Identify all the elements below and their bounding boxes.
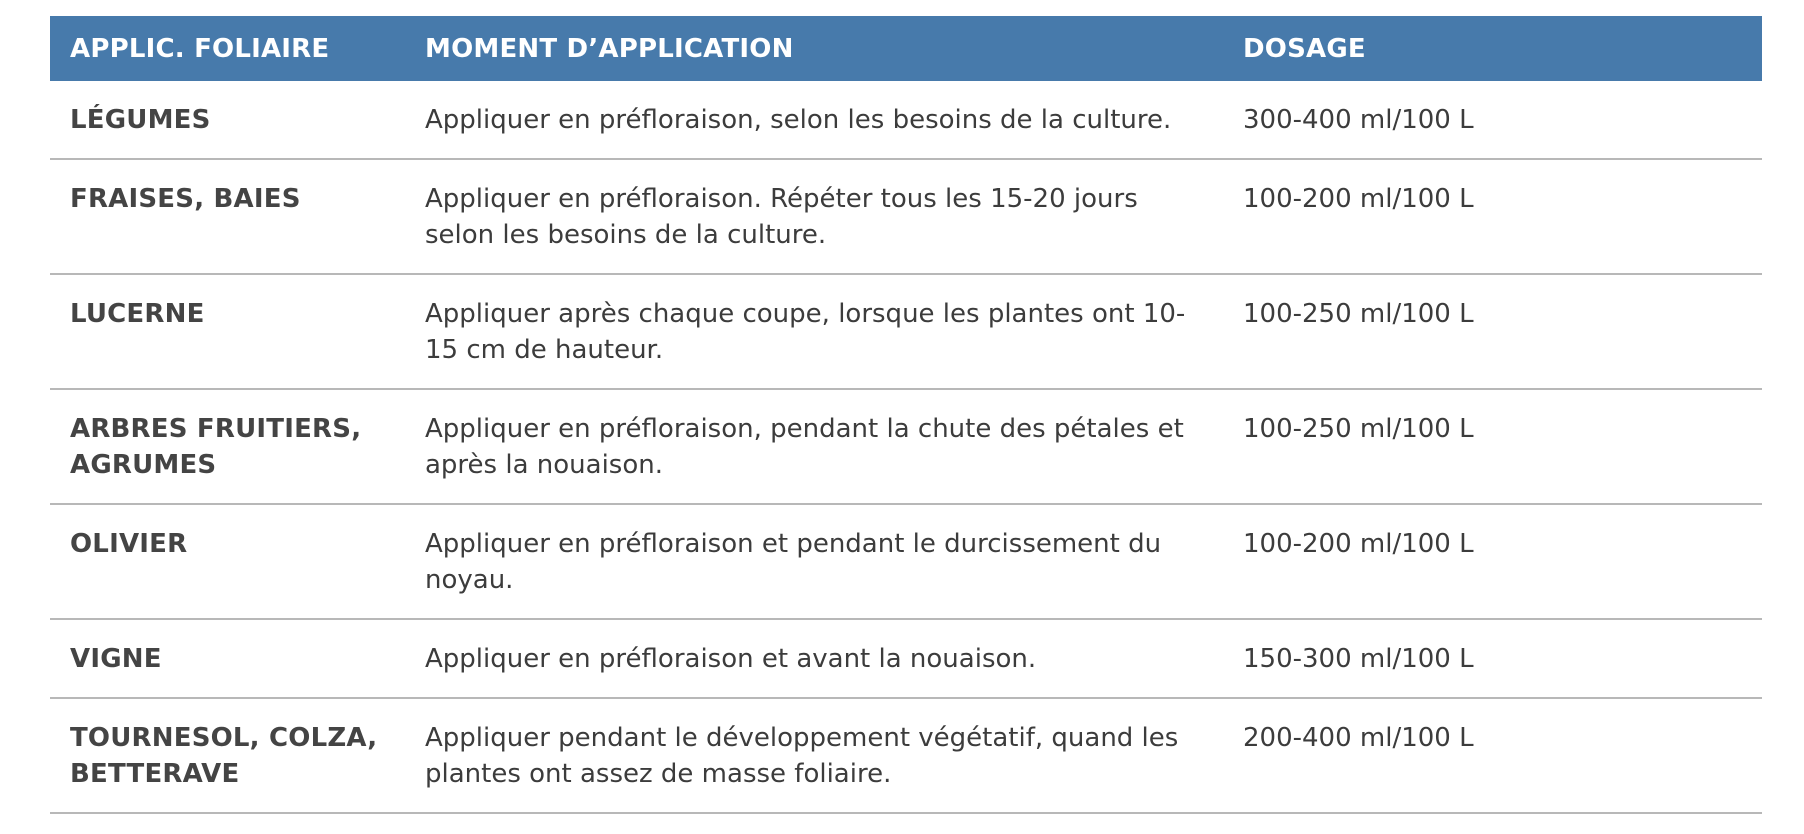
header-moment: MOMENT D’APPLICATION bbox=[425, 33, 794, 64]
table-row bbox=[50, 698, 1762, 813]
dosage-cell: 200-400 ml/100 L bbox=[1223, 698, 1762, 813]
table-body bbox=[50, 81, 1762, 813]
crop-cell: LUCERNE bbox=[50, 274, 405, 389]
header-row bbox=[50, 16, 1762, 81]
moment-cell: Appliquer après chaque coupe, lorsque les plantes ont 10-15 cm de hauteur. bbox=[405, 274, 1223, 389]
foliar-application-table bbox=[50, 16, 1762, 814]
dosage-cell: 150-300 ml/100 L bbox=[1223, 619, 1762, 698]
table-row bbox=[50, 274, 1762, 389]
crop-cell: VIGNE bbox=[50, 619, 405, 698]
moment-cell: Appliquer en préfloraison et avant la nouaison. bbox=[405, 619, 1223, 698]
moment-cell: Appliquer en préfloraison, selon les besoins de la culture. bbox=[405, 81, 1223, 159]
header-dosage: DOSAGE bbox=[1243, 33, 1366, 64]
table-header bbox=[50, 16, 1762, 81]
moment-cell: Appliquer en préfloraison. Répéter tous les 15-20 jours selon les besoins de la culture. bbox=[405, 159, 1223, 274]
header-crop: APPLIC. FOLIAIRE bbox=[70, 33, 330, 64]
moment-cell: Appliquer pendant le développement végétatif, quand les plantes ont assez de masse foliaire. bbox=[405, 698, 1223, 813]
dosage-cell: 300-400 ml/100 L bbox=[1223, 81, 1762, 159]
dosage-cell: 100-200 ml/100 L bbox=[1223, 504, 1762, 619]
table-row bbox=[50, 504, 1762, 619]
moment-cell: Appliquer en préfloraison, pendant la chute des pétales et après la nouaison. bbox=[405, 389, 1223, 504]
table-row bbox=[50, 81, 1762, 159]
crop-cell: FRAISES, BAIES bbox=[50, 159, 405, 274]
application-table-container bbox=[50, 16, 1762, 814]
table-row bbox=[50, 389, 1762, 504]
table-row bbox=[50, 619, 1762, 698]
crop-cell: OLIVIER bbox=[50, 504, 405, 619]
table-row bbox=[50, 159, 1762, 274]
dosage-cell: 100-250 ml/100 L bbox=[1223, 274, 1762, 389]
crop-cell: ARBRES FRUITIERS, AGRUMES bbox=[50, 389, 405, 504]
moment-cell: Appliquer en préfloraison et pendant le durcissement du noyau. bbox=[405, 504, 1223, 619]
crop-cell: TOURNESOL, COLZA, BETTERAVE bbox=[50, 698, 405, 813]
crop-cell: LÉGUMES bbox=[50, 81, 405, 159]
dosage-cell: 100-250 ml/100 L bbox=[1223, 389, 1762, 504]
dosage-cell: 100-200 ml/100 L bbox=[1223, 159, 1762, 274]
